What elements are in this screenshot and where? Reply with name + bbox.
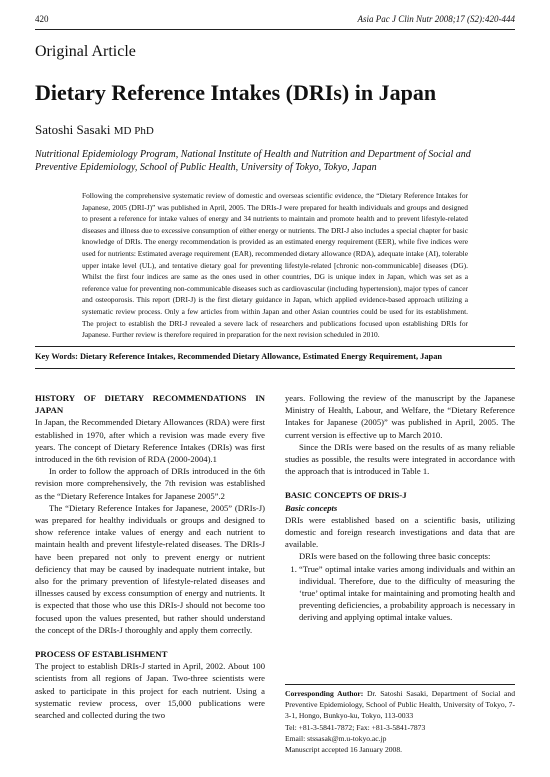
paragraph: In order to follow the approach of DRIs introduced in the 6th revision more comprehensively, the 7th revision was established as the “Dietary Reference Intakes for Japanese 2005”.2 bbox=[35, 466, 265, 501]
paragraph: DRIs were based on the following three basic concepts: bbox=[299, 551, 491, 562]
abstract: Following the comprehensive systematic review of domestic and overseas scientific evidence, the “Dietary Reference Intakes for Japanese, 2005 (DRI-J)” was published in April, 2005. The DRIs-J were prepared for health individuals and groups and designed to present a reference for intake values of energy and 34 nutrients to maintain and promote health and to prevent lifestyle-related diseases and illness due to excessive consumption of either energy or nutrients. The DRI-J also includes a special chapter for basic knowledge of DRIs. The energy recommendation is provided as an estimated energy requirement (EER), while five indices were used for nutrients: Estimated average requirement (EAR), recommended dietary allowance (RDA), adequate intake (AI), tolerable upper intake level (UL), and tentative dietary goal for preventing lifestyle-related [chronic non-communicable] diseases (DG). Whilst the first four indices are same as the ones used in other countries, DG is unique index in Japan, which was set as a reference value for preventing non-communicable diseases such as cardiovascular (including hypertension), major types of cancer and osteoporosis. This report (DRI-J) is the first dietary guidance in Japan, which applied evidence-based approach utilizing a systematic review process. Only a few articles from within Japan and other Asian countries could be used for its establishment. The project to establish the DRI-J revealed a severe lack of researchers and publications focused upon establishing DRIs for Japanese. Further review is therefore required in preparation for the next revision scheduled in 2010. bbox=[82, 191, 468, 340]
correspondence-label: Corresponding Author: bbox=[285, 689, 364, 698]
right-column bbox=[285, 392, 515, 624]
author-line bbox=[35, 122, 154, 138]
section-heading-history: HISTORY OF DIETARY RECOMMENDATIONS IN JAPAN bbox=[35, 393, 265, 416]
author-name: Satoshi Sasaki bbox=[35, 122, 111, 137]
running-header bbox=[35, 14, 515, 28]
page-number: 420 bbox=[35, 14, 49, 24]
paragraph: DRIs were established based on a scientific basis, utilizing domestic and foreign research investigations and data that are available. bbox=[285, 514, 515, 550]
correspondence-rule bbox=[285, 684, 515, 685]
paragraph: The project to establish DRIs-J started in April, 2002. About 100 scientists from all regions of Japan. Two-three scientists were asked to participate in this project for each nutrient. Using a systematic review process, over 15,000 publications were searched and collected during the two bbox=[35, 661, 265, 721]
article-title: Dietary Reference Intakes (DRIs) in Japan bbox=[35, 80, 437, 105]
paragraph: In Japan, the Recommended Dietary Allowances (RDA) were first established in 1970, after which a revision was made every five years. The concept of Dietary Reference Intakes (DRIs) was first introduced in the 6th revision of RDA (2000-2004).1 bbox=[35, 417, 265, 465]
correspondence-tel: Tel: +81-3-5841-7872; Fax: +81-3-5841-7873 bbox=[285, 722, 426, 732]
subsection-heading: Basic concepts bbox=[285, 502, 338, 513]
paragraph: Since the DRIs were based on the results of as many reliable studies as possible, the results were integrated in accordance with the approach that is introduced in Table 1. bbox=[285, 441, 515, 477]
keywords-top-rule bbox=[35, 346, 515, 347]
paragraph: years. Following the review of the manuscript by the Japanese Ministry of Health, Labour, and Welfare, the “Dietary Reference Intakes for Japanese (2005)” was published in April, 2005. The current version is effective up to March 2010. bbox=[285, 393, 515, 440]
header-rule bbox=[35, 29, 515, 30]
concepts-list bbox=[285, 563, 515, 624]
list-item: 1. “True” optimal intake varies among individuals and within an individual. Therefore, due to the difficulty of measuring the ‘true’ optimal intake for maintaining and promoting health and preventing deficiencies, a probability approach is necessary in deriving and applying optimal intake values. bbox=[299, 563, 515, 624]
paragraph: The “Dietary Reference Intakes for Japanese, 2005” (DRIs-J) was prepared for healthy individuals or groups and designed to show reference intake values of energy and each nutrient to maintain health and prevent lifestyle-related diseases. The DRIs-J have been prepared not only to prevent energy or nutrient deficiency that may be caused by inadequate nutrient intake, but also for the primary prevention of lifestyle-related diseases and illnesses caused by excess consumption of energy and nutrients. It is expected that those who use this DRIs-J should not become too focused upon the values presented, but rather should understand the concept of the DRIs-J thoroughly and apply them correctly. bbox=[35, 502, 265, 635]
keywords: Key Words: Dietary Reference Intakes, Recommended Dietary Allowance, Estimated Energy Requirement, Japan bbox=[35, 352, 443, 361]
correspondence-email: Email: stssasak@m.u-tokyo.ac.jp bbox=[285, 733, 387, 743]
affiliation: Nutritional Epidemiology Program, National Institute of Health and Nutrition and Department of Social and Preventive Epidemiology, School of Public Health, University of Tokyo, Tokyo, Japan bbox=[35, 149, 471, 173]
correspondence-box bbox=[285, 688, 515, 755]
section-heading-process: PROCESS OF ESTABLISHMENT bbox=[35, 649, 168, 660]
keywords-bottom-rule bbox=[35, 368, 515, 369]
manuscript-accepted: Manuscript accepted 16 January 2008. bbox=[285, 745, 403, 755]
left-column bbox=[35, 392, 265, 721]
author-degrees: MD PhD bbox=[113, 125, 154, 137]
article-type: Original Article bbox=[35, 43, 136, 60]
journal-citation: Asia Pac J Clin Nutr 2008;17 (S2):420-444 bbox=[357, 14, 515, 24]
section-heading-basic-concepts: BASIC CONCEPTS OF DRIS-J bbox=[285, 490, 407, 501]
correspondence-address: Dr. Satoshi Sasaki, Department of Social and Preventive Epidemiology, School of Public Health, University of Tokyo, 7-3-1, Hongo, Bunkyo-ku, Tokyo, 113-0033 bbox=[285, 689, 515, 721]
